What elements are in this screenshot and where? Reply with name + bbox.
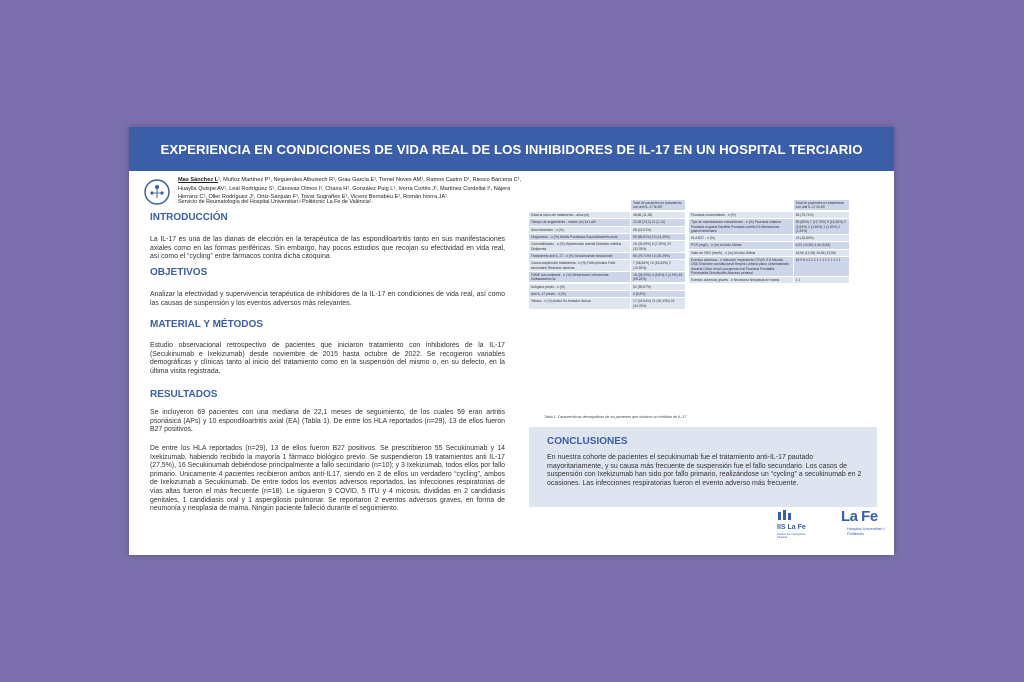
results-title: RESULTADOS xyxy=(150,389,218,400)
table-cell-value: 55 (79,71%) xyxy=(793,212,849,218)
table-row xyxy=(529,291,685,297)
table-row xyxy=(689,250,849,256)
table-cell-value: 18 (26,09%) 5 (7,25%) 23 (33,33%) xyxy=(630,241,685,251)
co-authors: ¹, Muñoz Martínez P¹, Negueroles Albuixech R¹, Grau García E¹, Tornel Noves AM¹, Ramos Castro D¹, Riesco Bárcena C¹, Huaylla Quispe AV¹, Leal Rodríguez S¹, Cánovas Olmos I¹, Chaira H¹, González Puig L¹, Ivorra Cortés J¹, Martínez Cordellat I¹, Nájera Herranz C¹, Oller Rodríguez J¹, Ortiz-Sanjuán F¹, Tovar Sugrañes E¹, Vicens Bernabéu E¹, Román Ivorra JA¹. xyxy=(178,177,522,201)
table-cell-label: Anti IL-17 previo - n (%) xyxy=(531,292,566,297)
table-cell-label: Tratamiento anti IL-17 - n (%) Secukinumab Ixekizumab xyxy=(531,254,613,259)
table-right xyxy=(689,200,849,285)
conclusions-text: En nuestra cohorte de pacientes el secukinumab fue el tratamiento anti-IL-17 pautado mayoritariamente, y su causa más frecuente de suspensión fue el fallo secundario. Los casos de suspensión con Ixekizumab han sido por fallo primario, realizándose un “cycling” a secukinumab en 2 ocasiones. Las infecciones respiratorias fueron el evento adverso más frecuente. xyxy=(547,454,862,488)
table-cell-value: 6,02 (10,89) 4,46 (9,83) xyxy=(793,242,849,248)
table-cell-label: Eventos adversos graves - n Neumonía Neoplasia de mama xyxy=(691,278,780,283)
conclusions-title: CONCLUSIONES xyxy=(547,436,628,447)
table-header-blank xyxy=(529,200,630,210)
table-cell-value: 4 (5,8%) xyxy=(630,291,685,297)
table-cell-label: Diagnóstico - n (%) Artritis Psoriásica Espondiloartritis axial xyxy=(531,235,618,240)
table-cell-label: Comorbilidades - n (%) Hipertensión arterial Diabetes mellitus Dislipemia xyxy=(531,242,622,251)
poster xyxy=(129,127,894,555)
table-cell-label: PCR (mg/L) - n (m) Al inicio Última xyxy=(691,243,742,248)
table-row xyxy=(529,260,685,270)
table-row xyxy=(689,277,849,283)
lafe-logo-text: La Fe xyxy=(841,508,878,525)
table-cell-value: 18 9 5 4 2 2 2 1 1 1 1 1 1 1 1 1 xyxy=(793,257,849,276)
table-cell-label: Edad al inicio del tratamiento - años (m) xyxy=(531,212,590,217)
table-cell-value: 62 (89,87%) xyxy=(630,284,685,290)
table-cell-value: 48,86 (11,35) xyxy=(630,212,685,218)
table-row xyxy=(529,227,685,233)
table-cell-value: 59 (85,51%) 10 (14,49%) xyxy=(630,234,685,240)
table-left xyxy=(529,200,685,310)
table-row xyxy=(689,219,849,234)
objectives-title: OBJETIVOS xyxy=(150,267,208,278)
table-cell-value: 22,08 (23,3) 12 (2,10) xyxy=(630,219,685,225)
iis-logo-icon xyxy=(777,510,801,520)
affiliation: Servicio de Reumatología del Hospital Universitari i Politècnic La Fe de València¹. xyxy=(178,199,373,205)
table-row xyxy=(529,241,685,251)
table-cell-label: Causa suspensión tratamiento - n (%) Fallo primario Fallo secundario Reacción adversa xyxy=(531,261,616,270)
table-row xyxy=(689,242,849,248)
table-cell-label: FAME concomitante - n (%) Metotrexato Leflunomida Sulfasalazina No xyxy=(531,273,609,282)
table-header-label: Total de pacientes en tratamiento con anti IL-17 N=69 xyxy=(793,200,849,210)
table-row xyxy=(529,272,685,282)
table-cell-value: 13 (18,84%) xyxy=(793,235,849,241)
table-header xyxy=(689,200,849,210)
methods-title: MATERIAL Y MÉTODOS xyxy=(150,319,263,330)
table-cell-label: Tabaco - n (%) Activo Ex-fumador Nunca xyxy=(531,299,591,304)
table-cell-label: Antígeno previo - n (%) xyxy=(531,284,565,289)
iis-logo-text: IIS La Fe xyxy=(777,524,806,531)
results-text-2: De entre los HLA reportados (n=29), 13 de ellos fueron B27 positivos. Se prescribieron 55 Secukinumab y 14 Ixekizumab, habiendo recibido la mayoría 1 fármaco biológico previo. Se suspendieron 19 tratamientos anti IL-17 (27,5%), 16 Secukinumab debiéndose principalmente a fallo secundario (n=10); y 3 Ixekizumab, todos ellos por fallo primario. Únicamente 4 pacientes recibieron ambos anti-IL17, siendo en 2 de ellos un verdadero “cycling”, ambos de Ixekizumab a Secukinumab. De entre todos los eventos adversos reportados, las infecciones respiratorias de vías altas fueron el más frecuente (n=18). Le siguieron 9 COVID, 5 ITU y 4 micosis, divididas en 2 candidiasis genitales, 1 candidiasis oral y 1 aspergilosis pulmonar. Se reportaron 2 eventos adversos graves, en forma de neumonía y neoplasia de mama. Ningún paciente falleció durante el seguimiento. xyxy=(150,445,505,513)
table-cell-label: Tiempo de seguimiento - meses (m) 1a Lat9 xyxy=(531,220,596,225)
intro-text: La IL-17 es una de las dianas de elección en la terapéutica de las espondiloartritis tanto en sus manifestaciones axiales como en las formas periféricas. Sin embargo, hay pocos estudios que recojan su efectividad en vida real, así como el “cycling” entre fármacos contra dicha citoquina. xyxy=(150,236,505,261)
table-row xyxy=(529,284,685,290)
table-row xyxy=(689,212,849,218)
poster-title: EXPERIENCIA EN CONDICIONES DE VIDA REAL DE LOS INHIBIDORES DE IL-17 EN UN HOSPITAL TERCIARIO xyxy=(129,127,894,171)
table-cell-value: 28 (41,01%) xyxy=(630,227,685,233)
table-header xyxy=(529,200,685,210)
table-cell-label: Eventos adversos - n Infección respiratoria COVID ITU Micosis OSA Síndrome constitucional Herpes Linfoma piano Leishmaniasis visceral Cólico renal Leucopenia oral Psoriasis Prostatitis Pancreatitis Diverticulitis Absceso perianal xyxy=(691,258,789,275)
iis-logo-subtitle: Instituto de Investigación Sanitaria xyxy=(777,533,806,539)
society-logo-icon xyxy=(143,178,171,206)
table-cell-value: 18,66 (14,35) 16,65 (13,58) xyxy=(793,250,849,256)
objectives-text: Analizar la efectividad y supervivencia terapéutica de inhibidores de la IL-17 en condiciones de vida real, así como las causas de suspensión y los eventos adversos más relevantes. xyxy=(150,291,505,307)
table-row xyxy=(529,298,685,308)
table-row xyxy=(689,257,849,276)
table-row xyxy=(529,234,685,240)
intro-title: INTRODUCCIÓN xyxy=(150,212,228,223)
table-cell-value: 17 (24,64%) 21 (30,43%) 24 (34,78%) xyxy=(630,298,685,308)
table-cell-value: 55 (79,71%) 14 (20,29%) xyxy=(630,253,685,259)
table-row xyxy=(529,212,685,218)
table-row xyxy=(529,219,685,225)
first-author: Mas Sánchez L xyxy=(178,177,219,183)
table-cell-value: 1 1 xyxy=(793,277,849,283)
table-cell-label: Sexo femenino - n (%) xyxy=(531,227,564,232)
table-row xyxy=(689,235,849,241)
table-cell-label: HLA B27 - n (%) xyxy=(691,236,715,241)
table-header-label: Total de pacientes en tratamiento con anti IL-17 N=69 xyxy=(630,200,685,210)
lafe-logo-subtitle: Hospital Universitari i Politècnic xyxy=(847,526,885,536)
methods-text: Estudio observacional retrospectivo de pacientes que iniciaron tratamiento con inhibidores de la IL-17 (Secukinumab e Ixekizumab) desde noviembre de 2015 hasta octubre de 2022. Se recogieron variables demográficas y clínicas tanto al inicio del tratamiento como en la suspensión del mismo o, en su defecto, en la última visita registrada. xyxy=(150,342,505,375)
table-caption: Tabla 1. Características demográficas de los pacientes que iniciaron un inhibidor de IL-17. xyxy=(544,415,688,419)
authors xyxy=(178,176,523,202)
table-cell-label: Psoriasis concomitante - n (%) xyxy=(691,212,736,217)
table-row xyxy=(529,253,685,259)
table-cell-label: Tipo de manifestación extraarticular - n (%) Psoriasis cutánea Psoriasis ungueal Dactilitis Psoriasis Uveítis EII Alteraciones gastrointestinales xyxy=(691,220,781,233)
results-text-1: Se incluyeron 69 pacientes con una mediana de 22,1 meses de seguimiento, de los cuales 59 eran artritis psoriásica (APs) y 10 espondiloartritis axial (EA) (Tabla 1). De entre los HLA reportados (n=29), 13 de ellos fueron B27 positivos. xyxy=(150,409,505,434)
table-cell-label: Valor de VSG (mm/h) - n (m) Al inicio Última xyxy=(691,250,756,255)
table-cell-value: 55 (80%) 7 (12,73%) 9 (16,36%) 2 (3,64%) 2 (3,64%) 1 (1,82%) 1 (1,82%) xyxy=(793,219,849,234)
table-cell-value: 7 (36,84%) 10 (52,63%) 2 (10,53%) xyxy=(630,260,685,270)
table-header-blank xyxy=(689,200,793,210)
table-cell-value: 18 (26,09%) 4 (5,8%) 2 (2,9%) 45 (65,22%) xyxy=(630,272,685,282)
